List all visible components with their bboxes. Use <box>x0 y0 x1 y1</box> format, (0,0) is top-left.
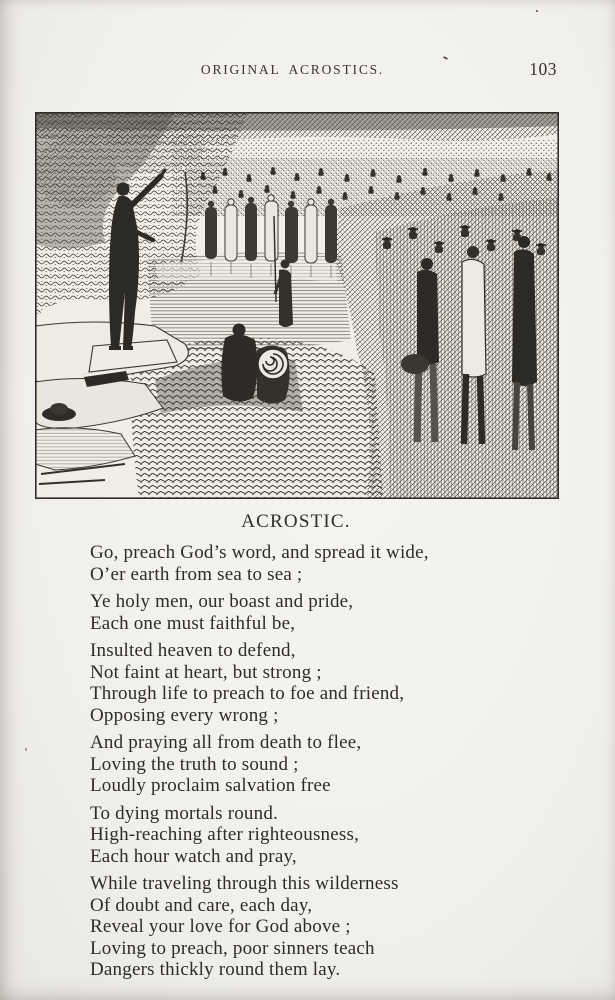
stanza <box>90 591 570 634</box>
poem-line: Of doubt and care, each day, <box>90 894 313 916</box>
poem-line: To dying mortals round. <box>90 802 278 824</box>
engraving-illustration <box>35 112 559 499</box>
riverside-preaching-scene <box>35 112 559 499</box>
poem-line: O’er earth from sea to sea ; <box>90 563 303 585</box>
poem <box>90 542 570 987</box>
poem-line: Each one must faithful be, <box>90 612 296 634</box>
poem-line: Through life to preach to foe and friend, <box>90 683 405 704</box>
poem-line: High-reaching after righteousness, <box>90 824 360 845</box>
poem-line: Each hour watch and pray, <box>90 845 297 867</box>
poem-line: Ye holy men, our boast and pride, <box>90 591 354 612</box>
poem-line: Loudly proclaim salvation free <box>90 775 331 796</box>
page-header <box>0 59 615 86</box>
stanza <box>90 640 570 726</box>
poem-line: And praying all from death to flee, <box>90 732 362 753</box>
page-number: 103 <box>529 59 557 79</box>
poem-line: Reveal your love for God above ; <box>90 916 351 937</box>
river-water <box>147 252 351 351</box>
running-title: ORIGINAL ACROSTICS. <box>200 62 385 77</box>
poem-line: Opposing every wrong ; <box>90 704 279 726</box>
stanza <box>90 542 570 585</box>
poem-line: Go, preach God’s word, and spread it wide, <box>90 542 429 563</box>
scan-speck <box>443 56 448 60</box>
poem-line: Insulted heaven to defend, <box>90 640 296 661</box>
poem-line: Not faint at heart, but strong ; <box>90 661 322 683</box>
stanza <box>90 803 570 868</box>
poem-title: ACROSTIC. <box>241 511 351 532</box>
stanza <box>90 873 570 981</box>
scan-speck <box>25 748 27 751</box>
poem-line: Loving the truth to sound ; <box>90 753 299 775</box>
poem-line: While traveling through this wilderness <box>90 873 399 894</box>
scan-speck <box>536 10 538 12</box>
poem-line: Dangers thickly round them lay. <box>90 959 341 980</box>
stanza <box>90 732 570 797</box>
poem-line: Loving to preach, poor sinners teach <box>90 937 375 959</box>
